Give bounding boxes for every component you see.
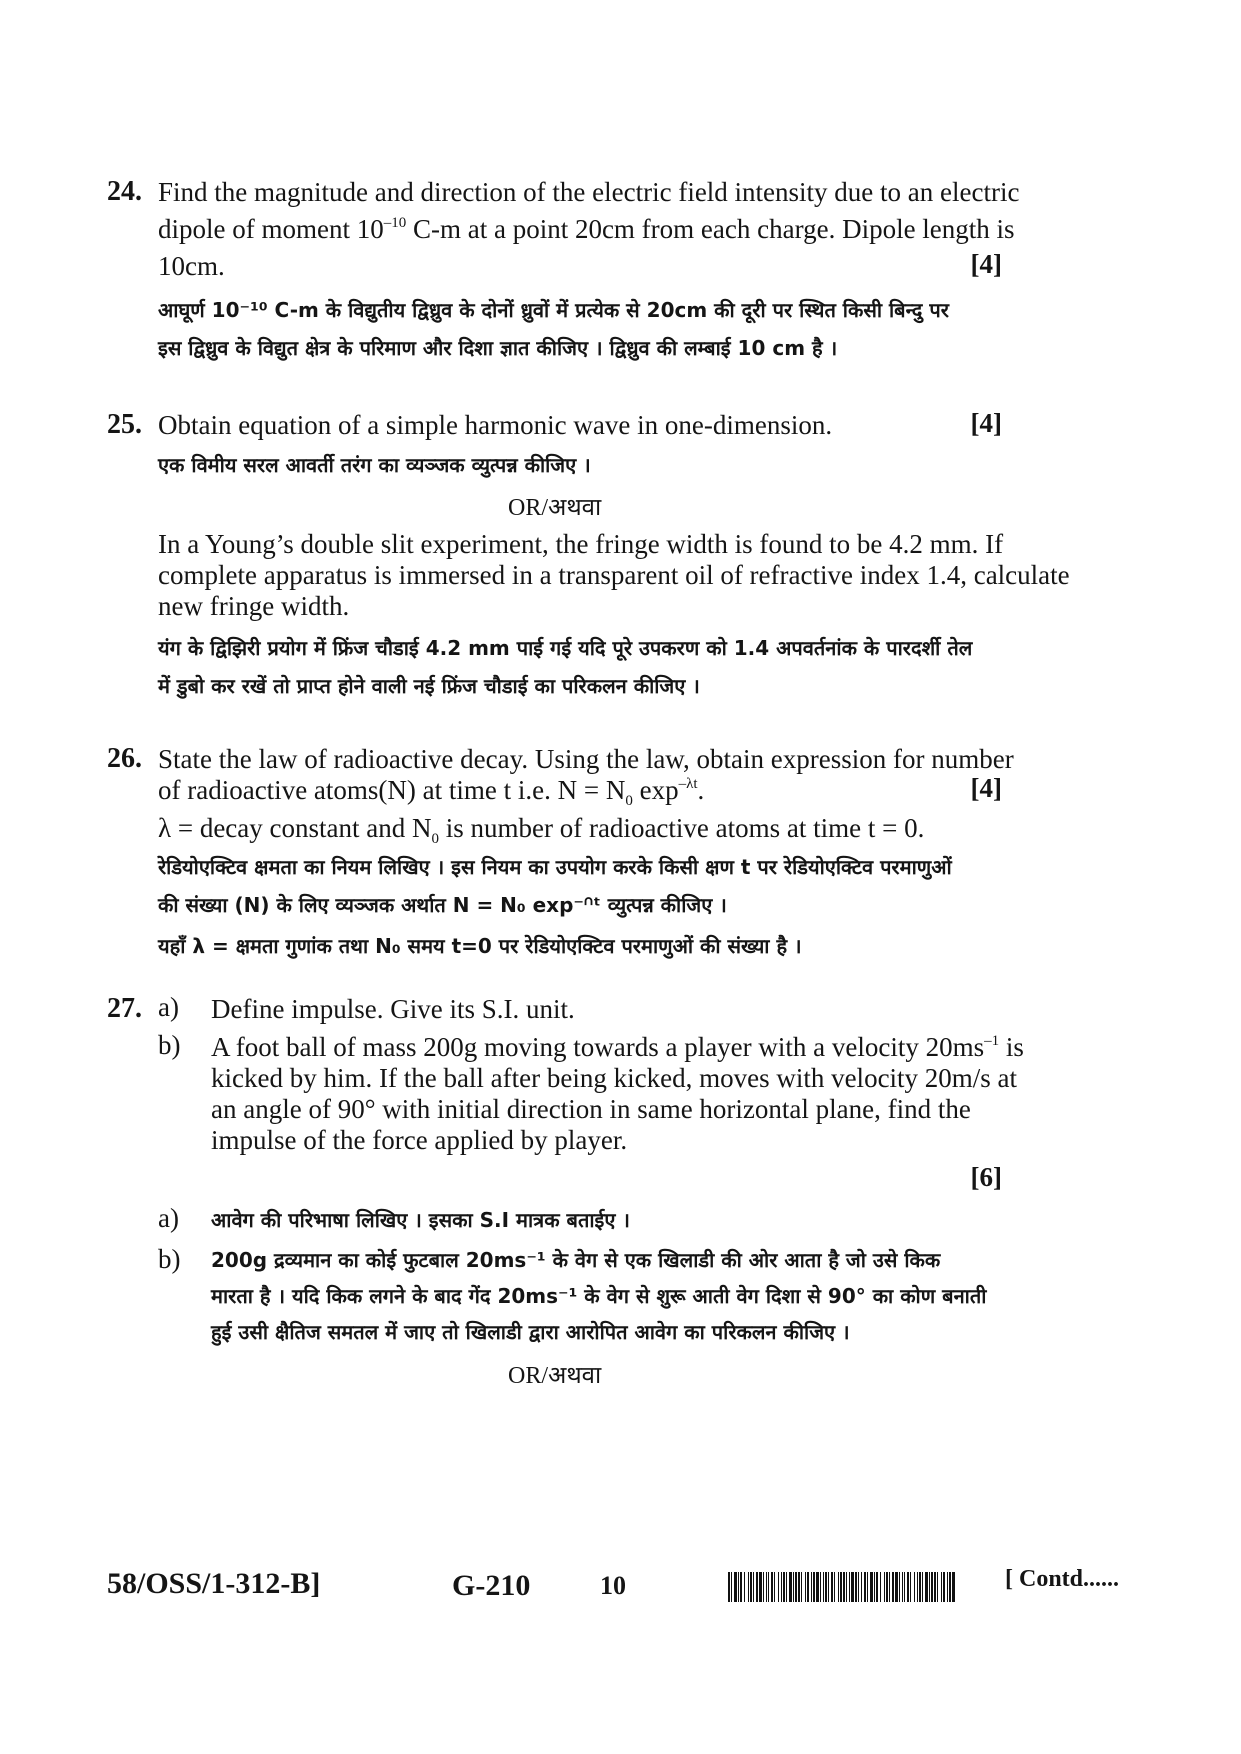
q24-en-line3: 10cm. [158, 251, 225, 281]
q25-en-line1: Obtain equation of a simple harmonic wave in one-dimension. [158, 410, 833, 440]
q27-b-label: b) [158, 1030, 181, 1060]
paper-code: 58/OSS/1-312-B] [107, 1567, 321, 1600]
q25-alt-hi-line1: यंग के द्विझिरी प्रयोग में फ्रिंज चौडाई 4.2 mm पाई गई यदि पूरे उपकरण को 1.4 अपवर्तनांक के पारदर्शी तेल [158, 636, 973, 660]
q26-en-line1: State the law of radioactive decay. Using the law, obtain expression for number [158, 744, 1014, 774]
q27-or-label: OR/अथवा [508, 1363, 602, 1389]
continued-label: [ Contd...... [1005, 1566, 1120, 1592]
q25-number: 25. [107, 409, 142, 440]
q25-alt-en-line3: new fringe width. [158, 591, 350, 621]
page-number: 10 [600, 1571, 626, 1600]
q25-alt-en-line2: complete apparatus is immersed in a transparent oil of refractive index 1.4, calculate [158, 560, 1070, 590]
q27-hi-b-label: b) [158, 1244, 181, 1274]
series-code: G-210 [452, 1569, 531, 1602]
q27-hi-a-label: a) [158, 1203, 179, 1233]
q26-hi-line2: की संख्या (N) के लिए व्यञ्जक अर्थात N = N₀ exp⁻ᣕᵗ व्युत्पन्न कीजिए । [158, 893, 727, 917]
barcode-bar [952, 1572, 955, 1602]
q26-marks: [4] [970, 773, 1002, 803]
q27-b-line3: an angle of 90° with initial direction in same horizontal plane, find the [211, 1094, 971, 1124]
barcode [728, 1572, 956, 1602]
q27-a-label: a) [158, 992, 179, 1022]
q27-hi-b-line2: मारता है । यदि किक लगने के बाद गेंद 20ms⁻¹ के वेग से शुरू आती वेग दिशा से 90° का कोण बनाती [211, 1284, 987, 1308]
q27-b-line2: kicked by him. If the ball after being kicked, moves with velocity 20m/s at [211, 1063, 1018, 1093]
q24-hi-line1: आघूर्ण 10⁻¹⁰ C-m के विद्युतीय द्विध्रुव के दोनों ध्रुवों में प्रत्येक से 20cm की दूरी पर स्थित किसी बिन्दु पर [158, 298, 949, 322]
q26-en-line2: of radioactive atoms(N) at time t i.e. $N = N_0$ $\exp^{-\lambda t}$. [158, 775, 705, 809]
q24-marks: [4] [970, 249, 1002, 279]
q27-b-line4: impulse of the force applied by player. [211, 1125, 628, 1155]
q27-marks: [6] [970, 1162, 1002, 1192]
q27-a-text: Define impulse. Give its S.I. unit. [211, 994, 575, 1024]
q26-en-line3: λ = decay constant and $N_0$ is number of radioactive atoms at time t = 0. [158, 813, 925, 847]
q26-number: 26. [107, 743, 142, 774]
q25-alt-en-line1: In a Young’s double slit experiment, the fringe width is found to be 4.2 mm. If [158, 529, 1004, 559]
q26-hi-line1: रेडियोएक्टिव क्षमता का नियम लिखिए । इस नियम का उपयोग करके किसी क्षण t पर रेडियोएक्टिव परमाणुओं [158, 855, 952, 879]
q27-hi-a-text: आवेग की परिभाषा लिखिए । इसका S.I मात्रक बताईए । [211, 1208, 630, 1232]
q24-number: 24. [107, 176, 142, 207]
q24-en-line1: Find the magnitude and direction of the electric field intensity due to an electric [158, 177, 1020, 207]
q25-or-label: OR/अथवा [508, 495, 602, 521]
q25-marks: [4] [970, 408, 1002, 438]
q24-en-line2: dipole of moment $10^{-10}$ C-m at a point 20cm from each charge. Dipole length is [158, 214, 1015, 244]
q27-hi-b-line1: 200g द्रव्यमान का कोई फुटबाल 20ms⁻¹ के वेग से एक खिलाडी की ओर आता है जो उसे किक [211, 1248, 941, 1272]
q26-hi-line3: यहाँ λ = क्षमता गुणांक तथा N₀ समय t=0 पर रेडियोएक्टिव परमाणुओं की संख्या है । [158, 934, 802, 958]
q27-hi-b-line3: हुई उसी क्षैतिज समतल में जाए तो खिलाडी द्वारा आरोपित आवेग का परिकलन कीजिए । [211, 1320, 850, 1344]
q27-b-line1: A foot ball of mass 200g moving towards a player with a velocity $20ms^{-1}$ is [211, 1032, 1024, 1062]
q27-number: 27. [107, 993, 142, 1024]
q25-alt-hi-line2: में डुबो कर रखें तो प्राप्त होने वाली नई फ्रिंज चौडाई का परिकलन कीजिए । [158, 674, 700, 698]
q24-hi-line2: इस द्विध्रुव के विद्युत क्षेत्र के परिमाण और दिशा ज्ञात कीजिए । द्विध्रुव की लम्बाई 10 cm है । [158, 336, 838, 360]
q25-hi-line1: एक विमीय सरल आवर्ती तरंग का व्यञ्जक व्युत्पन्न कीजिए । [158, 453, 591, 477]
